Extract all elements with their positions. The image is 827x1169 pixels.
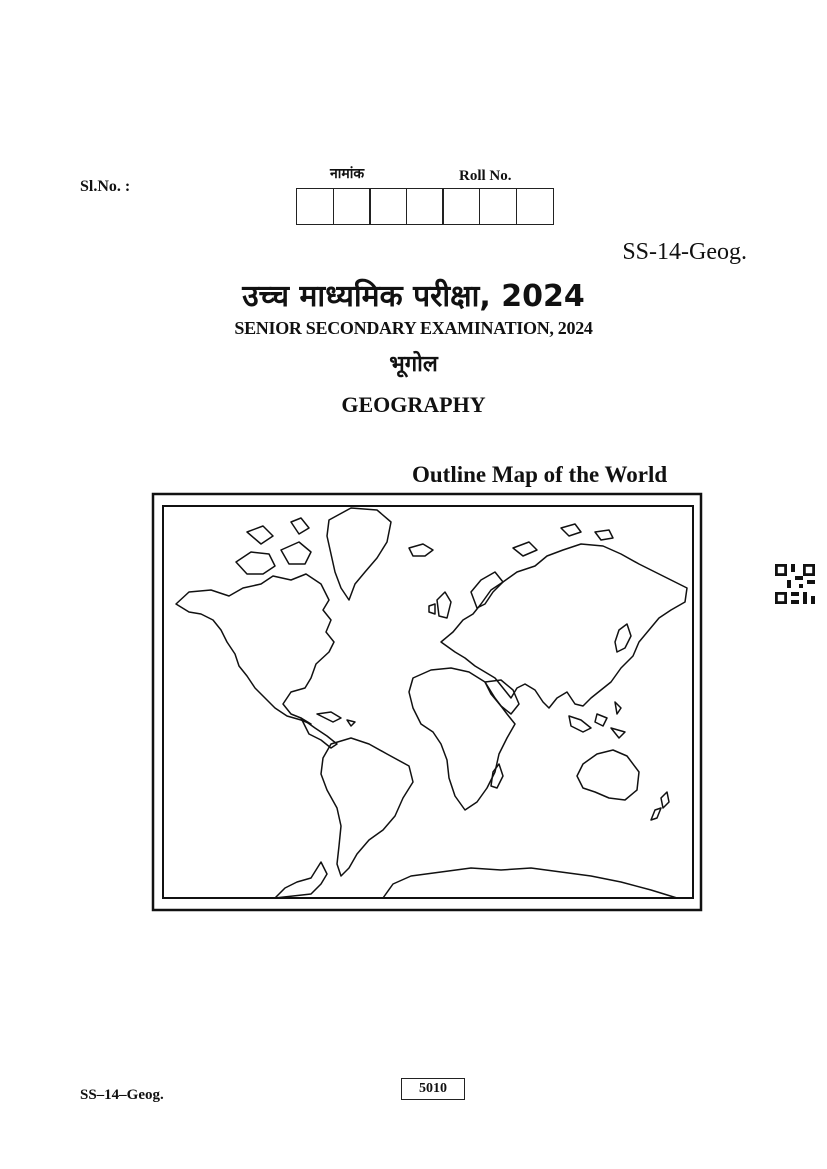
map-outer-frame — [153, 494, 701, 910]
paper-code: SS-14-Geog. — [622, 239, 747, 265]
southeast-asia-islands — [569, 702, 625, 738]
arctic-islands-eurasia — [513, 524, 613, 556]
new-zealand — [651, 792, 669, 820]
roll-label-hindi: नामांक — [330, 166, 365, 182]
page-number-box: 5010 — [401, 1078, 465, 1100]
footer-paper-code: SS–14–Geog. — [80, 1087, 164, 1103]
eurasia-outline — [441, 544, 687, 708]
roll-digit-box[interactable] — [333, 188, 371, 225]
canadian-arctic-islands — [236, 518, 311, 574]
serial-number-label: Sl.No. : — [80, 178, 131, 195]
scandinavia — [471, 572, 503, 608]
roll-digit-box[interactable] — [516, 188, 554, 225]
south-america-outline — [321, 738, 413, 876]
north-america-outline — [176, 574, 334, 724]
roll-digit-box[interactable] — [479, 188, 517, 225]
map-inner-frame — [163, 506, 693, 898]
iceland — [409, 544, 433, 556]
central-america-caribbean — [301, 712, 355, 748]
roll-digit-box[interactable] — [442, 188, 480, 225]
australia-outline — [577, 750, 639, 800]
roll-number-boxes — [296, 188, 554, 225]
madagascar — [491, 764, 503, 788]
japan — [615, 624, 631, 652]
subject-english: GEOGRAPHY — [341, 392, 486, 417]
africa-outline — [409, 668, 515, 810]
arabian-peninsula — [485, 680, 519, 714]
roll-digit-box[interactable] — [369, 188, 407, 225]
roll-digit-box[interactable] — [406, 188, 444, 225]
exam-title-hindi: उच्च माध्यमिक परीक्षा, 2024 — [242, 279, 585, 314]
roll-label-english: Roll No. — [459, 168, 512, 184]
subject-hindi: भूगोल — [389, 352, 438, 377]
greenland-outline — [327, 508, 391, 600]
british-isles — [429, 592, 451, 618]
world-outline-map — [151, 492, 703, 912]
qr-code-icon — [775, 564, 815, 604]
roll-digit-box[interactable] — [296, 188, 334, 225]
exam-title-english: SENIOR SECONDARY EXAMINATION, 2024 — [234, 318, 593, 338]
map-title: Outline Map of the World — [412, 462, 668, 487]
antarctica-outline — [275, 862, 677, 898]
